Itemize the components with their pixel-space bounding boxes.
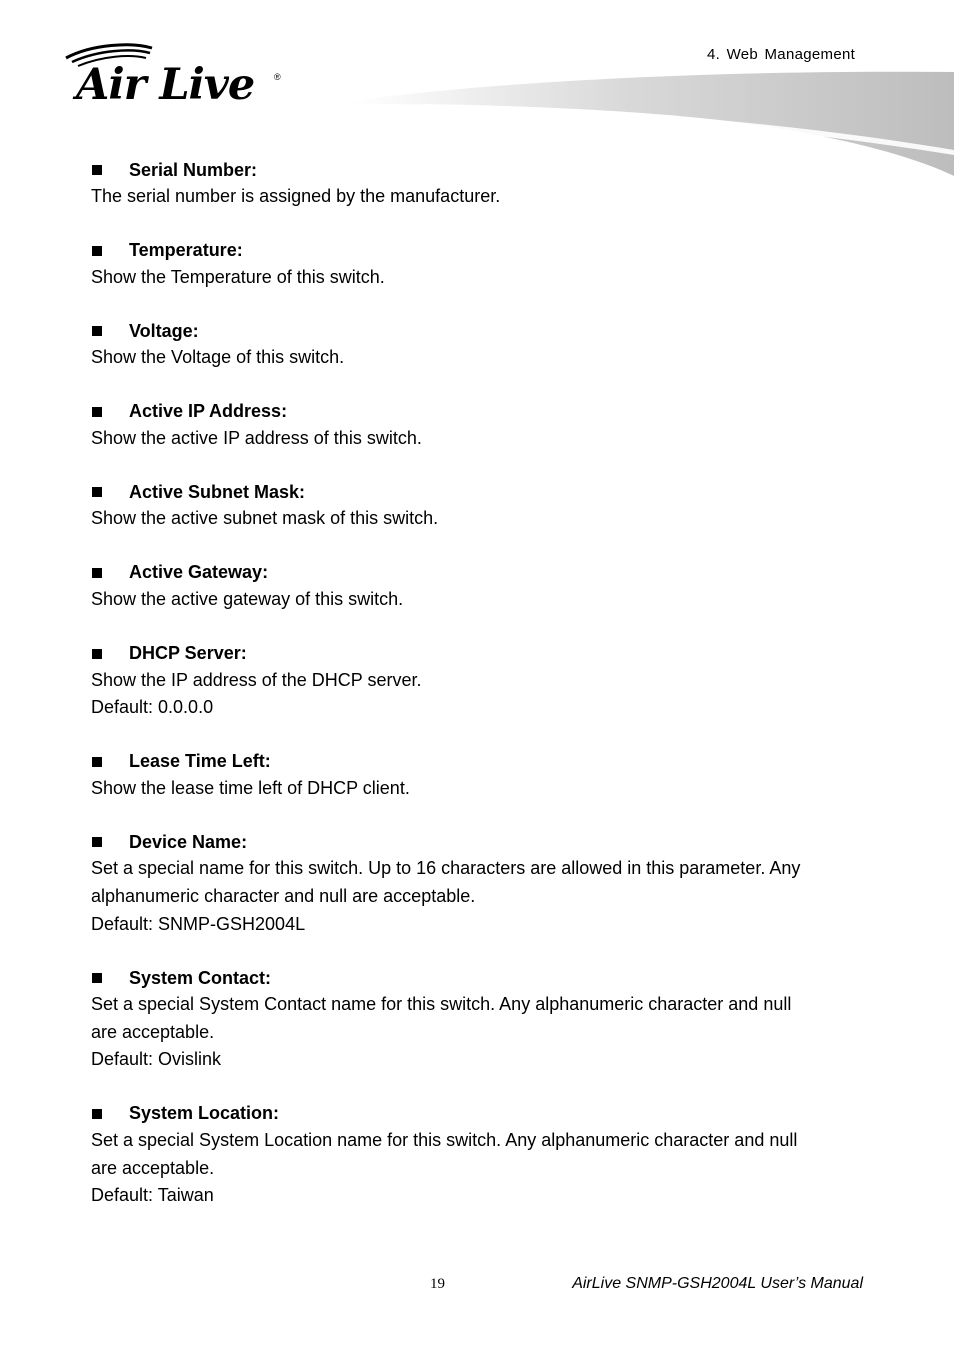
- section-text-line: Show the Temperature of this switch.: [91, 266, 385, 287]
- section-title: Temperature:: [129, 240, 243, 261]
- section-text-line: Default: Taiwan: [91, 1185, 214, 1206]
- section-heading: [91, 749, 871, 775]
- section-text-line: Default: 0.0.0.0: [91, 697, 214, 718]
- section-title: Active Gateway:: [129, 562, 269, 583]
- chapter-header: 4. Web Management: [707, 46, 856, 63]
- section-text-line: are acceptable.: [91, 1157, 215, 1178]
- square-bullet-icon: [92, 407, 102, 417]
- page-number: 19: [430, 1276, 445, 1292]
- square-bullet-icon: [92, 757, 102, 767]
- section: [91, 157, 871, 211]
- section-text-line: Show the lease time left of DHCP client.: [91, 777, 410, 798]
- section-title: System Contact:: [129, 967, 272, 988]
- section-text-line: Show the active subnet mask of this switch.: [91, 508, 439, 529]
- section-text-line: Set a special System Location name for this switch. Any alphanumeric character and null: [91, 1129, 798, 1150]
- square-bullet-icon: [92, 649, 102, 659]
- square-bullet-icon: [92, 973, 102, 983]
- document-body: [91, 157, 871, 1237]
- section-text-line: Show the active IP address of this switch.: [91, 427, 422, 448]
- airlive-logo: [62, 40, 292, 112]
- section-heading: [91, 479, 871, 505]
- square-bullet-icon: [92, 837, 102, 847]
- section-heading: [91, 157, 871, 183]
- square-bullet-icon: [92, 246, 102, 256]
- section-text-line: The serial number is assigned by the manufacturer.: [91, 186, 501, 206]
- section-heading: [91, 399, 871, 425]
- section-text-line: are acceptable.: [91, 1021, 215, 1042]
- section-title: System Location:: [129, 1103, 280, 1124]
- section-title: Serial Number:: [129, 159, 258, 180]
- section-heading: [91, 318, 871, 344]
- section-heading: [91, 560, 871, 586]
- section-text-line: Show the active gateway of this switch.: [91, 588, 404, 609]
- section-heading: [91, 238, 871, 264]
- section-heading: [91, 829, 871, 855]
- section-text-line: alphanumeric character and null are acceptable.: [91, 885, 476, 906]
- square-bullet-icon: [92, 568, 102, 578]
- section-text-line: Show the Voltage of this switch.: [91, 347, 345, 368]
- section-text-line: Default: SNMP-GSH2004L: [91, 913, 306, 934]
- manual-title: AirLive SNMP-GSH2004L User’s Manual: [572, 1275, 863, 1292]
- section: [91, 641, 871, 722]
- section: [91, 829, 871, 938]
- logo-registered-mark: ®: [274, 72, 281, 82]
- section-heading: [91, 1101, 871, 1127]
- section-title: Lease Time Left:: [129, 751, 271, 772]
- section: [91, 399, 871, 453]
- section: [91, 1101, 871, 1210]
- section-title: DHCP Server:: [129, 643, 247, 664]
- logo-text: Air Live: [76, 60, 255, 110]
- section: [91, 965, 871, 1074]
- square-bullet-icon: [92, 1109, 102, 1119]
- section-title: Active IP Address:: [129, 401, 288, 422]
- square-bullet-icon: [92, 487, 102, 497]
- square-bullet-icon: [92, 165, 102, 175]
- section: [91, 479, 871, 533]
- section-heading: [91, 641, 871, 667]
- section-text-line: Show the IP address of the DHCP server.: [91, 669, 422, 690]
- section: [91, 560, 871, 614]
- section-heading: [91, 965, 871, 991]
- section-title: Device Name:: [129, 831, 248, 852]
- square-bullet-icon: [92, 326, 102, 336]
- section: [91, 238, 871, 292]
- section: [91, 318, 871, 372]
- section: [91, 749, 871, 803]
- section-text-line: Set a special System Contact name for this switch. Any alphanumeric character and null: [91, 994, 792, 1015]
- section-title: Voltage:: [129, 320, 199, 341]
- section-text-line: Set a special name for this switch. Up to 16 characters are allowed in this parameter. Any: [91, 858, 801, 879]
- section-text-line: Default: Ovislink: [91, 1049, 222, 1070]
- section-title: Active Subnet Mask:: [129, 481, 306, 502]
